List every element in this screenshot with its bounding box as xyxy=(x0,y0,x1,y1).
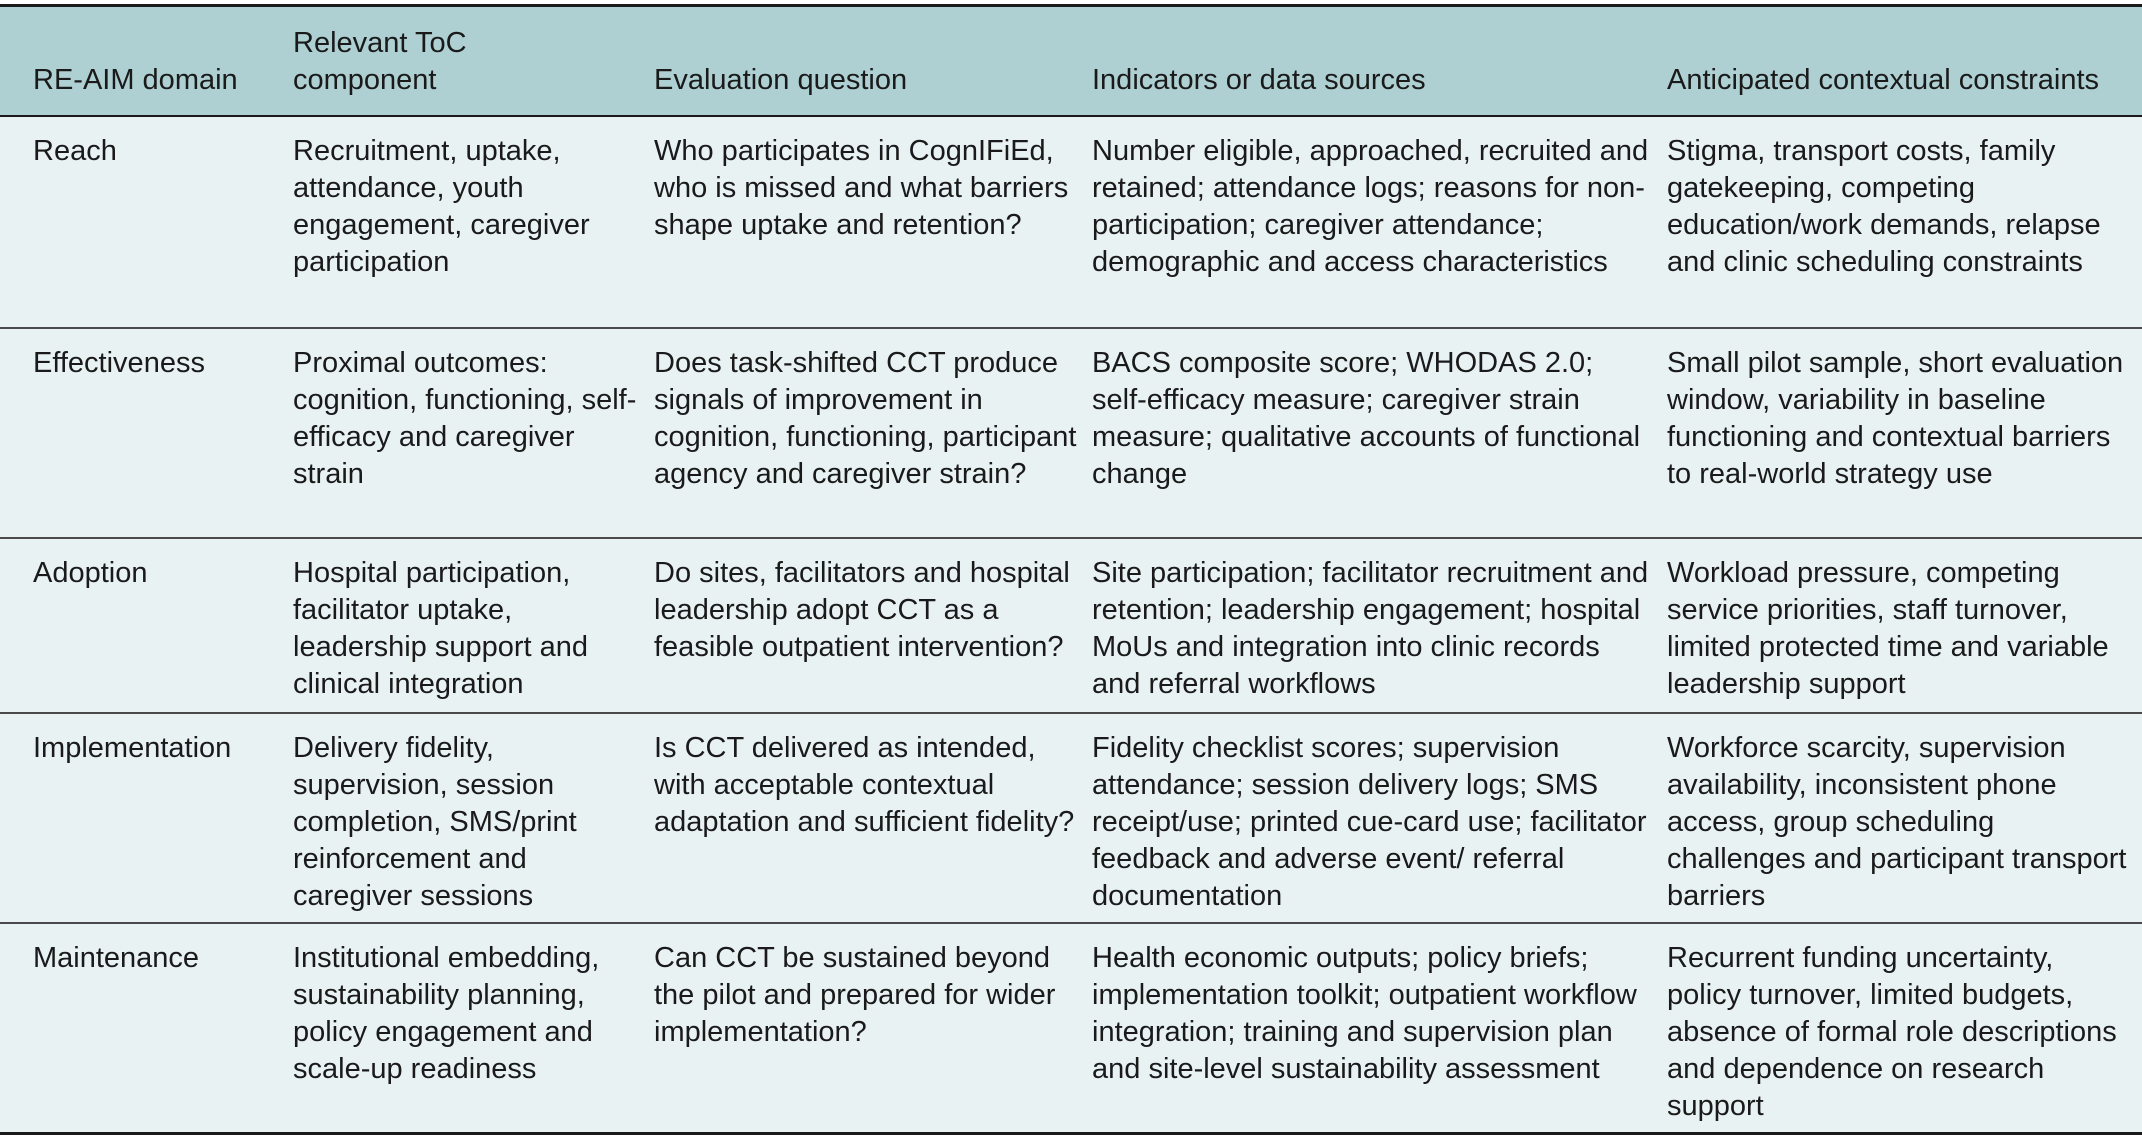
cell-domain: Implementation xyxy=(33,732,232,764)
cell-evaluation-question: Who participates in CognIFiEd, who is missed and what barriers shape uptake and retention? xyxy=(654,135,1069,241)
cell-toc-component: Proximal outcomes: cognition, functioning, self-efficacy and caregiver strain xyxy=(293,347,637,490)
cell-evaluation-question: Is CCT delivered as intended, with acceptable contextual adaptation and sufficient fidelity? xyxy=(654,732,1075,838)
table-row xyxy=(0,116,2142,328)
cell-domain: Maintenance xyxy=(33,942,200,974)
column-header-domain: RE-AIM domain xyxy=(33,64,238,96)
table-header xyxy=(0,6,2142,117)
cell-toc-component: Delivery fidelity, supervision, session completion, SMS/print reinforcement and caregiver sessions xyxy=(293,732,577,912)
cell-indicators: Health economic outputs; policy briefs; implementation toolkit; outpatient workflow integration; training and supervision plan and site-level sustainability assessment xyxy=(1092,942,1637,1085)
cell-constraints: Recurrent funding uncertainty, policy turnover, limited budgets, absence of formal role descriptions and dependence on research support xyxy=(1667,942,2117,1122)
cell-evaluation-question: Can CCT be sustained beyond the pilot and prepared for wider implementation? xyxy=(654,942,1056,1048)
table-body xyxy=(0,116,2142,1133)
cell-evaluation-question: Does task-shifted CCT produce signals of improvement in cognition, functioning, participant agency and caregiver strain? xyxy=(654,347,1077,490)
cell-constraints: Stigma, transport costs, family gatekeeping, competing education/work demands, relapse and clinic scheduling constraints xyxy=(1667,135,2101,278)
re-aim-table-container xyxy=(0,4,2142,1135)
re-aim-evaluation-table xyxy=(0,4,2142,1135)
cell-toc-component: Hospital participation, facilitator uptake, leadership support and clinical integration xyxy=(293,557,589,700)
column-header-indicators: Indicators or data sources xyxy=(1092,64,1426,96)
cell-indicators: Fidelity checklist scores; supervision attendance; session delivery logs; SMS receipt/use; printed cue-card use; facilitator feedback and adverse event/ referral documentation xyxy=(1092,732,1647,912)
table-row xyxy=(0,538,2142,713)
cell-domain: Effectiveness xyxy=(33,347,205,379)
cell-indicators: Number eligible, approached, recruited and retained; attendance logs; reasons for non-participation; caregiver attendance; demographic and access characteristics xyxy=(1092,135,1649,278)
table-row xyxy=(0,328,2142,538)
cell-indicators: BACS composite score; WHODAS 2.0; self-efficacy measure; caregiver strain measure; qualitative accounts of functional change xyxy=(1092,347,1641,490)
column-header-toc-component: Relevant ToC component xyxy=(293,27,467,96)
header-row xyxy=(0,6,2142,117)
table-row xyxy=(0,923,2142,1133)
cell-constraints: Workforce scarcity, supervision availability, inconsistent phone access, group scheduling challenges and participant transport barriers xyxy=(1667,732,2127,912)
cell-domain: Reach xyxy=(33,135,117,167)
column-header-constraints: Anticipated contextual constraints xyxy=(1667,64,2100,96)
cell-constraints: Workload pressure, competing service priorities, staff turnover, limited protected time and variable leadership support xyxy=(1667,557,2109,700)
cell-toc-component: Recruitment, uptake, attendance, youth engagement, caregiver participation xyxy=(293,135,590,278)
table-row xyxy=(0,713,2142,923)
column-header-evaluation-question: Evaluation question xyxy=(654,64,908,96)
cell-evaluation-question: Do sites, facilitators and hospital leadership adopt CCT as a feasible outpatient intervention? xyxy=(654,557,1070,663)
cell-indicators: Site participation; facilitator recruitment and retention; leadership engagement; hospital MoUs and integration into clinic records and referral workflows xyxy=(1092,557,1649,700)
cell-constraints: Small pilot sample, short evaluation window, variability in baseline functioning and contextual barriers to real-world strategy use xyxy=(1667,347,2124,490)
cell-domain: Adoption xyxy=(33,557,148,589)
cell-toc-component: Institutional embedding, sustainability planning, policy engagement and scale-up readiness xyxy=(293,942,600,1085)
